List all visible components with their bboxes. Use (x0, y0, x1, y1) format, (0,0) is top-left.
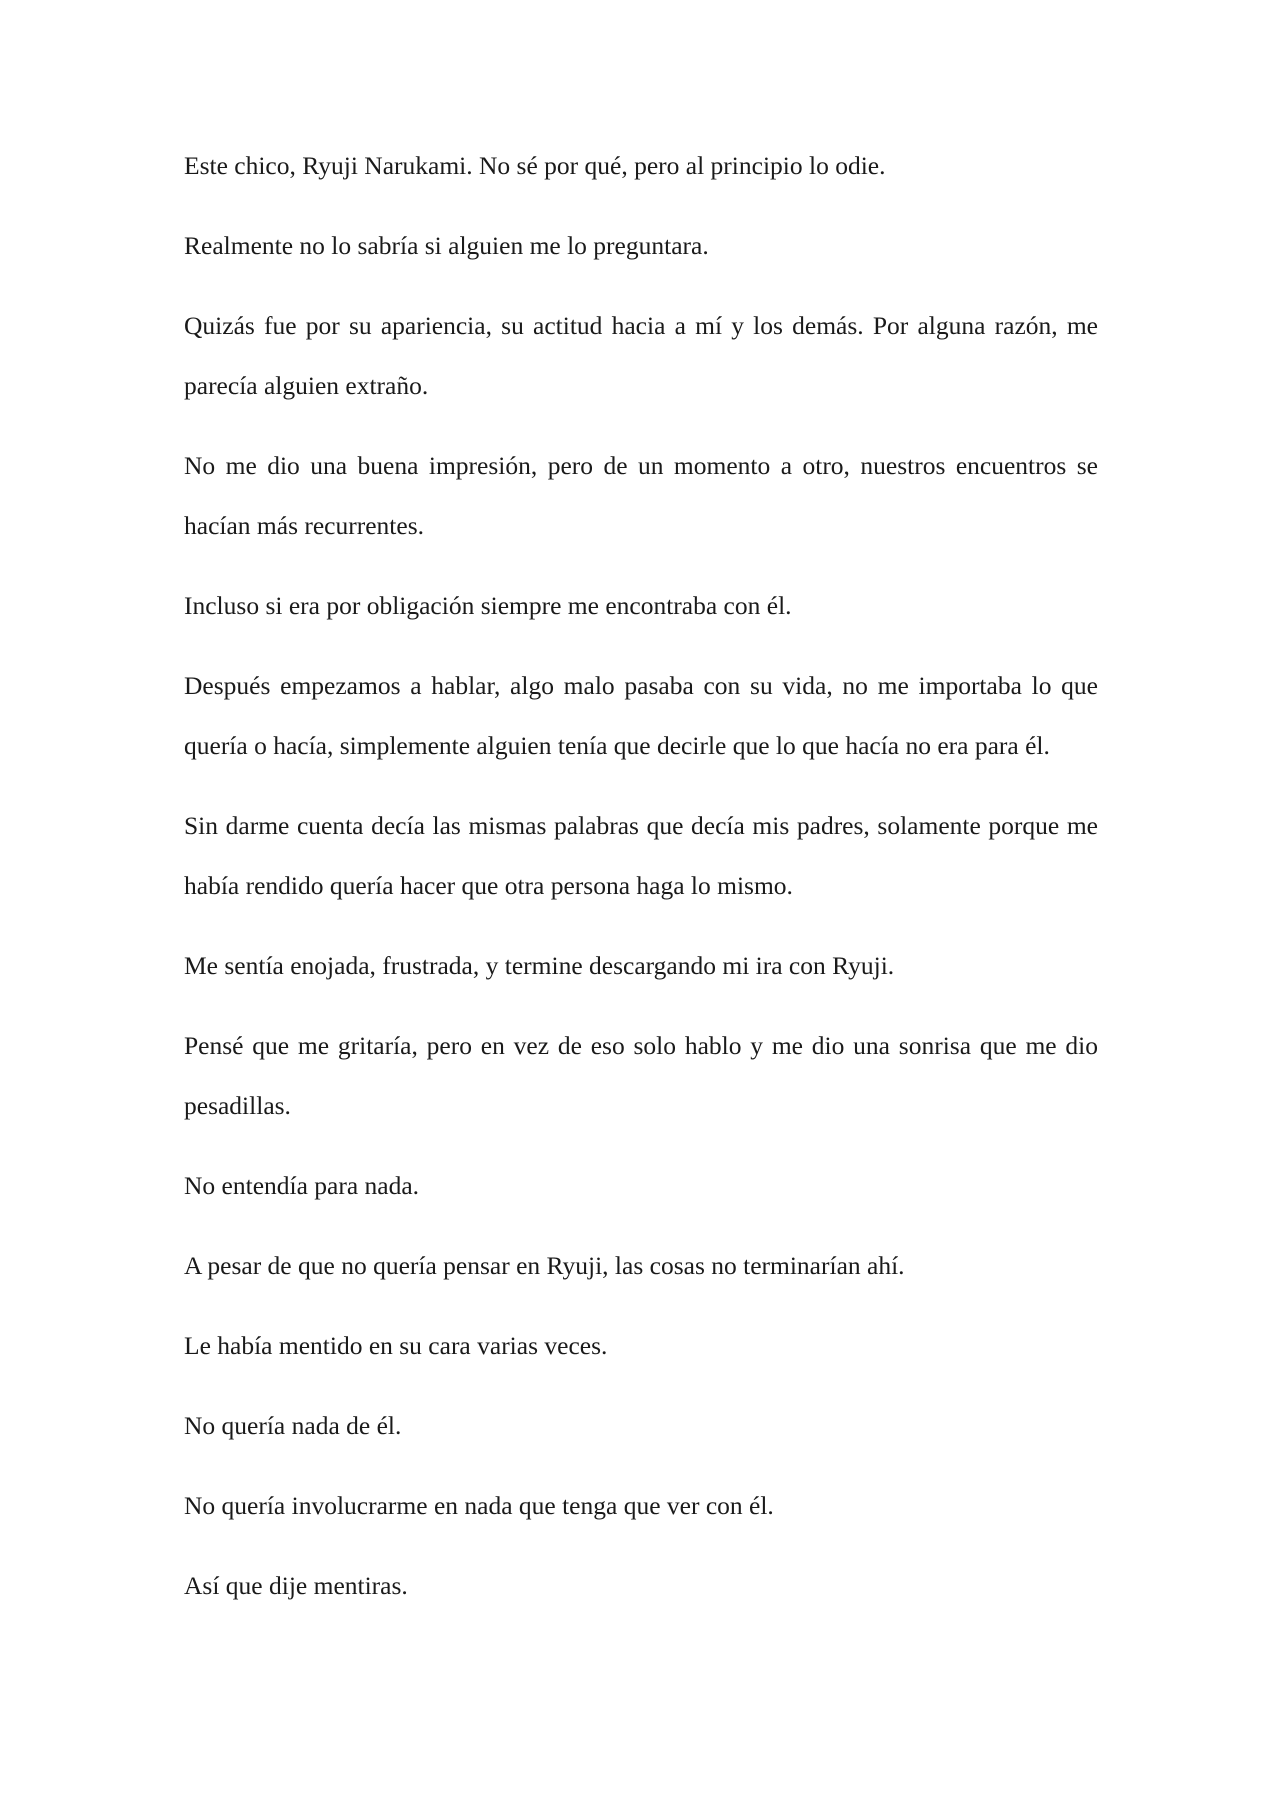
paragraph: Le había mentido en su cara varias veces. (184, 1331, 608, 1360)
paragraph: A pesar de que no quería pensar en Ryuji, las cosas no terminarían ahí. (184, 1251, 905, 1280)
paragraph: Incluso si era por obligación siempre me encontraba con él. (184, 591, 792, 620)
paragraph: Pensé que me gritaría, pero en vez de eso solo hablo y me dio una sonrisa que me dio pesadillas. (184, 1031, 1098, 1120)
paragraph: Después empezamos a hablar, algo malo pasaba con su vida, no me importaba lo que quería o hacía, simplemente alguien tenía que decirle que lo que hacía no era para él. (184, 671, 1098, 760)
paragraph: Este chico, Ryuji Narukami. No sé por qué, pero al principio lo odie. (184, 151, 886, 180)
paragraph: Me sentía enojada, frustrada, y termine descargando mi ira con Ryuji. (184, 951, 895, 980)
paragraph: No me dio una buena impresión, pero de un momento a otro, nuestros encuentros se hacían más recurrentes. (184, 451, 1098, 540)
paragraph: No quería nada de él. (184, 1411, 402, 1440)
paragraph: Realmente no lo sabría si alguien me lo preguntara. (184, 231, 709, 260)
document-body (184, 136, 1098, 1636)
paragraph: No quería involucrarme en nada que tenga que ver con él. (184, 1491, 774, 1520)
paragraph: Quizás fue por su apariencia, su actitud hacia a mí y los demás. Por alguna razón, me parecía alguien extraño. (184, 311, 1098, 400)
paragraph: Sin darme cuenta decía las mismas palabras que decía mis padres, solamente porque me había rendido quería hacer que otra persona haga lo mismo. (184, 811, 1098, 900)
paragraph: Así que dije mentiras. (184, 1571, 408, 1600)
paragraph: No entendía para nada. (184, 1171, 420, 1200)
